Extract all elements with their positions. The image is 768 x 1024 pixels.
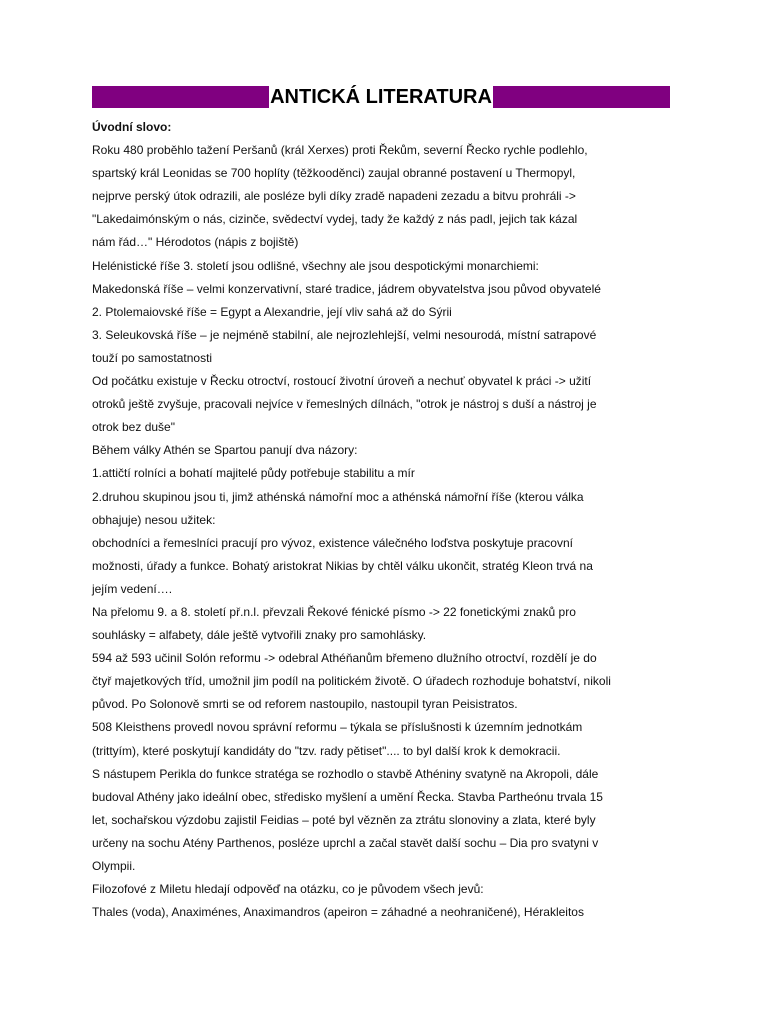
text-line: Na přelomu 9. a 8. století př.n.l. převzali Řekové fénické písmo -> 22 fonetickými znaků pro xyxy=(92,604,576,619)
title-bar-left-fill xyxy=(92,86,269,108)
text-line: "Lakedaimónským o nás, cizinče, svědectví vydej, tady že každý z nás padl, jejich tak kázal xyxy=(92,212,578,227)
text-line: S nástupem Perikla do funkce stratéga se rozhodlo o stavbě Athéniny svatyně na Akropoli, dále xyxy=(92,766,599,781)
document-title: ANTICKÁ LITERATURA xyxy=(270,86,492,108)
text-line: Během války Athén se Spartou panují dva názory: xyxy=(92,443,358,458)
text-line: souhlásky = alfabety, dále ještě vytvořili znaky pro samohlásky. xyxy=(92,628,427,643)
text-line: 3. Seleukovská říše – je nejméně stabilní, ale nejrozlehlejší, velmi nesourodá, místní satrapové xyxy=(92,327,597,342)
text-line: 594 až 593 učinil Solón reformu -> odebral Athéňanům břemeno dlužního otroctví, rozdělí je do xyxy=(92,651,597,666)
text-line: nejprve perský útok odrazili, ale posléze byli díky zradě napadeni zezadu a bitvu prohráli -> xyxy=(92,189,576,204)
text-line: Roku 480 proběhlo tažení Peršanů (král Xerxes) proti Řekům, severní Řecko rychle podlehlo, xyxy=(92,143,588,158)
text-line: Thales (voda), Anaximénes, Anaximandros (apeiron = záhadné a neohraničené), Hérakleitos xyxy=(92,905,584,920)
text-line: nám řád…" Hérodotos (nápis z bojiště) xyxy=(92,235,299,250)
text-line: možnosti, úřady a funkce. Bohatý aristokrat Nikias by chtěl válku ukončit, stratég Kleon trvá na xyxy=(92,558,593,573)
text-line: původ. Po Solonově smrti se od reforem nastoupilo, nastoupil tyran Peisistratos. xyxy=(92,697,518,712)
text-line: touží po samostatnosti xyxy=(92,350,213,365)
text-line: obchodníci a řemeslníci pracují pro vývoz, existence válečného loďstva poskytuje pracovní xyxy=(92,535,573,550)
text-line: 1.attičtí rolníci a bohatí majitelé půdy potřebuje stabilitu a mír xyxy=(92,466,415,481)
text-line: Makedonská říše – velmi konzervativní, staré tradice, jádrem obyvatelstva jsou původ obyvatelé xyxy=(92,281,601,296)
text-line: čtyř majetkových tříd, umožnil jim podíl na politickém životě. O úřadech rozhoduje bohatství, nikoli xyxy=(92,674,611,689)
text-line: let, sochařskou výzdobu zajistil Feidias – poté byl vězněn za ztrátu slonoviny a zlata, které byly xyxy=(92,812,596,827)
text-line: budoval Athény jako ideální obec, středisko myšlení a umění Řecka. Stavba Partheónu trvala 15 xyxy=(92,789,603,804)
text-line: Filozofové z Miletu hledají odpověď na otázku, co je původem všech jevů: xyxy=(92,882,484,897)
text-line: 2.druhou skupinou jsou ti, jimž athénská námořní moc a athénská námořní říše (kterou válka xyxy=(92,489,584,504)
text-line: (trittyím), které poskytují kandidáty do "tzv. rady pětiset".... to byl další krok k demokracii. xyxy=(92,743,561,758)
text-line: Od počátku existuje v Řecku otroctví, rostoucí životní úroveň a nechuť obyvatel k práci -> užití xyxy=(92,374,592,389)
text-line: Helénistické říše 3. století jsou odlišné, všechny ale jsou despotickými monarchiemi: xyxy=(92,258,539,273)
title-bar-right-fill xyxy=(493,86,670,108)
text-line: otroků ještě zvyšuje, pracovali nejvíce v řemeslných dílnách, "otrok je nástroj s duší a nástroj je xyxy=(92,397,597,412)
paragraph-lines xyxy=(92,139,692,924)
section-heading: Úvodní slovo: xyxy=(92,120,172,134)
text-line: 2. Ptolemaiovské říše = Egypt a Alexandrie, její vliv sahá až do Sýrii xyxy=(92,304,452,319)
text-line: otrok bez duše" xyxy=(92,420,175,435)
document-body xyxy=(92,116,692,924)
text-line: 508 Kleisthens provedl novou správní reformu – týkala se příslušnosti k územním jednotkám xyxy=(92,720,583,735)
text-line: určeny na sochu Atény Parthenos, posléze uprchl a začal stavět další sochu – Dia pro svatyni v xyxy=(92,835,599,850)
title-banner xyxy=(92,86,670,108)
text-line: jejím vedení…. xyxy=(92,581,173,596)
text-line: spartský král Leonidas se 700 hoplíty (těžkooděnci) zaujal obranné postavení u Thermopyl, xyxy=(92,166,576,181)
text-line: obhajuje) nesou užitek: xyxy=(92,512,216,527)
text-line: Olympii. xyxy=(92,859,136,873)
